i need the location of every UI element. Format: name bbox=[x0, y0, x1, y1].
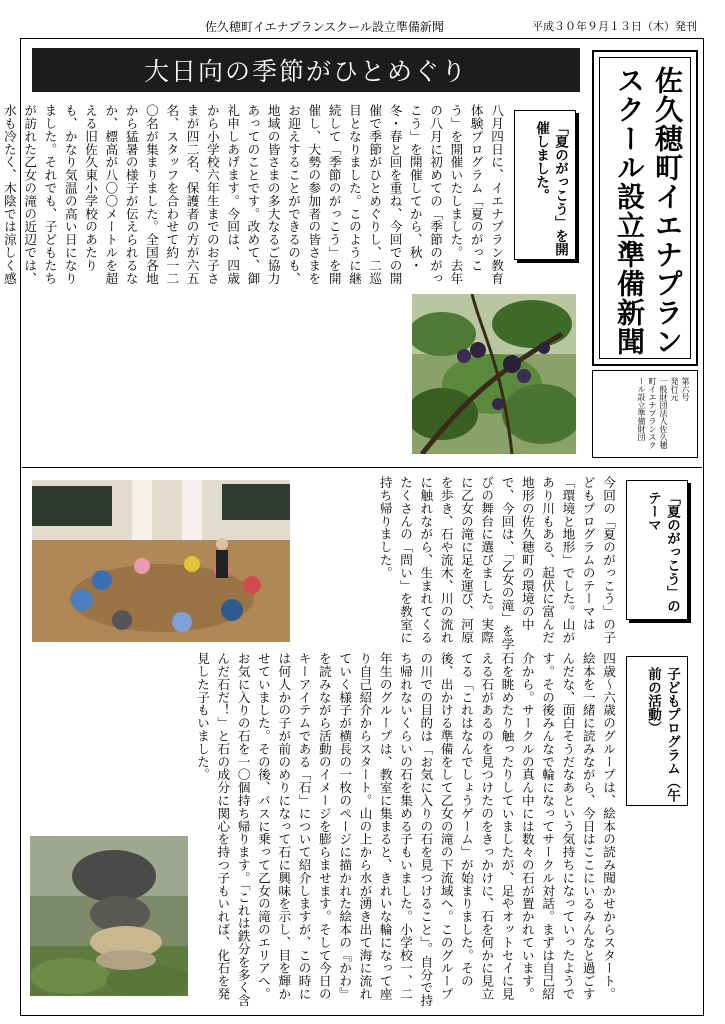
header-issue-date: 平成３０年９月１３日（木）発刊 bbox=[532, 20, 697, 33]
masthead-title: 佐久穂町イエナプランスクール設立準備新聞 bbox=[613, 66, 684, 356]
section3-heading: 子どもプログラム（午前の活動） bbox=[645, 667, 680, 802]
section1-heading: 「夏のがっこう」を開催しました。 bbox=[533, 121, 568, 256]
section1-body-text: 八月四日に、イエナプラン教育体験プログラム「夏のがっこう」を開催いたしました。去年の八月に初めての「季節のがっこう」を開催してから、秋・冬・春と回を重ね、今回での開催で季節がひとめぐりし、二巡目となりました。このように継続して「季節のがっこう」を開催し、大勢の参加者の皆さまをお迎えすることができるのも、地域の皆さまの多大なるご協力あってのことです。改めて、御礼申しあげます。今回は、四歳から小学校六年生までのお子さまが四二名、保護者の方が六五名、スタッフを合わせて約一二〇名が集まりました。全国各地から猛暑の様子が伝えられるなか、標高が八〇〇メートルを超える旧佐久東小学校のあたりも、かなり気温の高い日になりました。それでも、子どもたちが訪れた乙女の滝の近辺では、水も冷たく、木陰では涼しく感 bbox=[1, 104, 504, 285]
header-newspaper-name: 佐久穂町イエナプランスクール設立準備新聞 bbox=[205, 20, 444, 34]
publisher-label: 発行元 bbox=[670, 377, 679, 401]
section2-heading-box bbox=[626, 480, 688, 620]
publisher-box bbox=[592, 370, 698, 458]
plum-tree-photo bbox=[412, 294, 576, 454]
stacked-stones-photo bbox=[30, 836, 188, 996]
masthead-box bbox=[592, 50, 698, 366]
section2-body-text: 今回の「夏のがっこう」の子どもプログラムのテーマは「環境と地形」でした。山があり川もある、起伏に富んだ地形の佐久穂町の環境の中で、今回は、「乙女の滝」を学びの舞台に選びました。実際に乙女の滝に足を運び、河原を歩き、石や流木、川の流れに触れながら、生まれてくるたくさんの「問い」を教室に持ち帰りました。 bbox=[377, 476, 616, 651]
section-divider bbox=[22, 467, 702, 468]
issue-number: 第六号 bbox=[681, 377, 690, 401]
section3-heading-box bbox=[626, 656, 688, 806]
publisher-info bbox=[636, 377, 691, 453]
section1-body-text-cont bbox=[34, 290, 406, 460]
section3-body-text: 四歳～六歳のグループは、絵本の読み聞かせからスタート。絵本を一緒に読みながら、今日はここにいるみんなと過ごすんだな、面白そうだなあという気持ちになっていったようです。その後みんなで輪になってサークル対話。まずは自己紹介から。サークルの真ん中には数々の石が置かれています。石を眺めたり触ったりしていましたが、足やオットセイに見える石があるのを見つけたのをきっかけに、石を何かに見立てる「これはなんでしょうゲーム」が始まりました。その後、出かける準備をして乙女の滝の下流域へ。このグループの川での目的は「お気に入りの石を見つけること」。自分で持ち帰れないくらいの石を集める子もいました。小学校一、二年生のグループは、教室に集まると、きれいな輪になって座り自己紹介からスタート。山の上から水が湧き出て海に流れていく様子が横長の一枚のページに描かれた絵本の『かわ』を読みながら活動のイメージを膨らませます。そして今日のキーアイテムである「石」について紹介しますが、この時には何人かの子が前のめりになって石に興味を示し、目を輝かせていました。その後、バスに乗って乙女の滝のエリアへ。お気に入りの石を一〇個持ち帰ります。「これは鉄分を多く含んだ石だ！」と石の成分に関心を持つ子もいれば、化石を発見した子もいました。 bbox=[195, 652, 616, 1007]
main-title: 大日向の季節がひとめぐり bbox=[32, 48, 580, 92]
section1-heading-box bbox=[514, 110, 576, 260]
publisher-name: 一般財団法人佐久穂町イエナプランスクール設立準備財団 bbox=[637, 377, 668, 449]
section2-heading: 「夏のがっこう」のテーマ bbox=[645, 491, 680, 613]
classroom-circle-photo bbox=[32, 480, 290, 642]
